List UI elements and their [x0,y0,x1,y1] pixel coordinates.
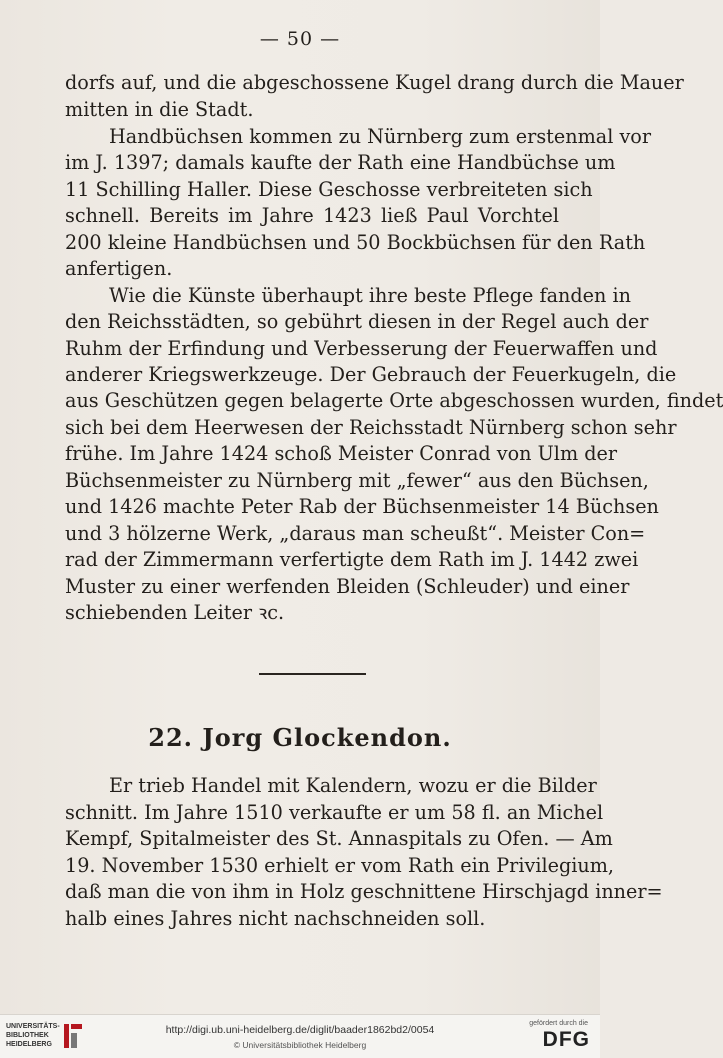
text-line: dorfs auf, und die abgeschossene Kugel drang durch die Mauer [65,71,684,94]
funding-label: gefördert durch die [529,1020,588,1027]
section-divider [259,673,366,675]
text-line: mitten in die Stadt. [65,98,254,121]
text-line: 11 Schilling Haller. Diese Geschosse verbreiteten sich [65,178,593,201]
text-line: schnell. Bereits im Jahre 1423 ließ Paul Vorchtel [65,204,559,227]
text-line: 19. November 1530 erhielt er vom Rath ein Privilegium, [65,854,615,877]
text-line: daß man die von ihm in Holz geschnittene Hirschjagd inner= [65,880,663,903]
text-line: frühe. Im Jahre 1424 schoß Meister Conrad von Ulm der [65,442,618,465]
text-line: anderer Kriegswerkzeuge. Der Gebrauch der Feuerkugeln, die [65,363,677,386]
copyright-notice: © Universitätsbibliothek Heidelberg [233,1040,367,1050]
text-line: rad der Zimmermann verfertigte dem Rath im J. 1442 zwei [65,548,639,571]
text-line: im J. 1397; damals kaufte der Rath eine Handbüchse um [65,151,616,174]
text-line: Er trieb Handel mit Kalendern, wozu er die Bilder [109,774,597,797]
library-name-line: BIBLIOTHEK [6,1032,49,1039]
dfg-logo[interactable]: DFG [542,1028,590,1051]
text-line: Büchsenmeister zu Nürnberg mit „fewer“ aus den Büchsen, [65,469,649,492]
text-line: aus Geschützen gegen belagerte Orte abgeschossen wurden, findet [65,389,723,412]
text-line: Kempf, Spitalmeister des St. Annaspitals zu Ofen. — Am [65,827,613,850]
text-line: den Reichsstädten, so gebührt diesen in der Regel auch der [65,310,649,333]
page-number: — 50 — [259,28,341,50]
text-line: Wie die Künste überhaupt ihre beste Pflege fanden in [109,284,631,307]
text-line: Muster zu einer werfenden Bleiden (Schleuder) und einer [65,575,630,598]
text-line: schiebenden Leiter ꝛc. [65,601,285,624]
text-line: und 1426 machte Peter Rab der Büchsenmeister 14 Büchsen [65,495,659,518]
viewer-footer [0,1014,600,1058]
text-line: anfertigen. [65,257,173,280]
text-line: 200 kleine Handbüchsen und 50 Bockbüchsen für den Rath [65,231,646,254]
permalink-url[interactable]: http://digi.ub.uni-heidelberg.de/diglit/baader1862bd2/0054 [165,1024,435,1036]
section-heading: 22. Jorg Glockendon. [148,723,452,752]
text-line: und 3 hölzerne Werk, „daraus man scheußt“. Meister Con= [65,522,646,545]
text-line: Handbüchsen kommen zu Nürnberg zum erstenmal vor [109,125,652,148]
library-name-line: UNIVERSITÄTS- [6,1023,60,1030]
library-name-line: HEIDELBERG [6,1041,52,1048]
text-line: sich bei dem Heerwesen der Reichsstadt Nürnberg schon sehr [65,416,677,439]
text-line: schnitt. Im Jahre 1510 verkaufte er um 58 fl. an Michel [65,801,604,824]
text-line: halb eines Jahres nicht nachschneiden soll. [65,907,486,930]
text-line: Ruhm der Erfindung und Verbesserung der Feuerwaffen und [65,337,658,360]
